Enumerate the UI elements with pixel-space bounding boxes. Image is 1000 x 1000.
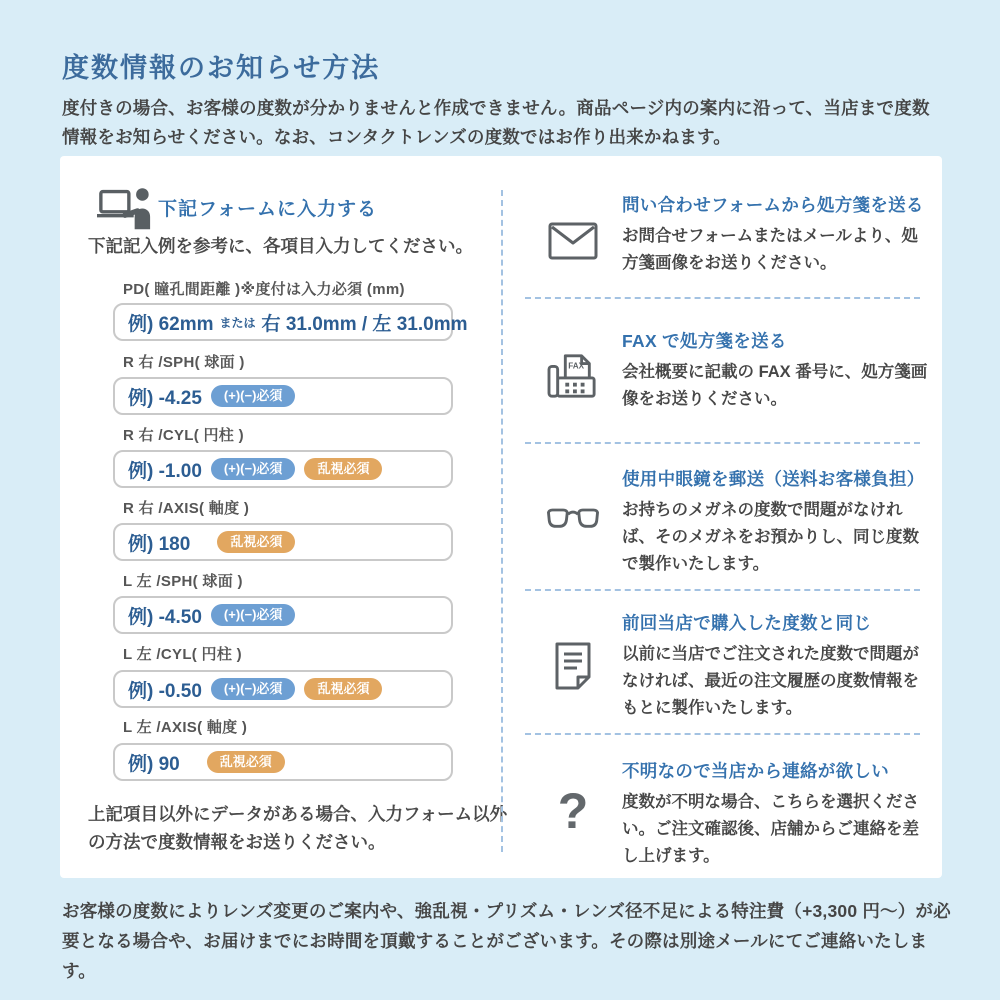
l-cyl-input-example[interactable]: [113, 670, 453, 708]
fax-icon: [546, 352, 600, 400]
method-divider: [525, 297, 920, 299]
footer-note: お客様の度数によりレンズ変更のご案内や、強乱視・プリズム・レンズ径不足による特注費（+3,300 円〜）が必要となる場合や、お届けまでにお時間を頂戴することがございます。その際は別途メールにてご連絡いたします。: [62, 901, 951, 981]
presenter-icon: [97, 186, 153, 230]
method-divider: [525, 442, 920, 444]
astigmatism-required-badge: 乱視必須: [207, 751, 285, 774]
method-text-mail-glasses: お持ちのメガネの度数で問題がなければ、そのメガネをお預かりし、同じ度数で製作いたします。: [622, 501, 919, 574]
column-divider: [501, 190, 503, 852]
example-connector: または: [219, 315, 256, 330]
method-title-mail-glasses: 使用中眼鏡を郵送（送料お客様負担）: [622, 469, 925, 489]
astigmatism-required-badge: 乱視必須: [217, 531, 295, 554]
form-section-subtext: 下記記入例を参考に、各項目入力してください。: [88, 236, 473, 256]
example-value: 例) 62mm: [128, 313, 214, 335]
field-label-r-axis: R 右 /AXIS( 軸度 ): [123, 500, 250, 517]
method-divider: [525, 733, 920, 735]
r-axis-input-example[interactable]: [113, 523, 453, 561]
example-value: 例) 90: [128, 753, 180, 775]
l-axis-input-example[interactable]: [113, 743, 453, 781]
l-sph-input-example[interactable]: [113, 596, 453, 634]
plus-minus-required-badge: (+)(−)必須: [211, 678, 296, 701]
example-value: 右 31.0mm / 左 31.0mm: [261, 313, 468, 335]
envelope-icon: [546, 222, 600, 260]
method-title-same-as-previous: 前回当店で購入した度数と同じ: [622, 613, 872, 633]
method-title-contact-form: 問い合わせフォームから処方箋を送る: [622, 195, 924, 215]
example-value: 例) -0.50: [128, 680, 202, 702]
plus-minus-required-badge: (+)(−)必須: [211, 385, 296, 408]
intro-text: 度付きの場合、お客様の度数が分かりませんと作成できません。商品ページ内の案内に沿って、当店まで度数情報をお知らせください。なお、コンタクトレンズの度数ではお作り出来かねます。: [62, 98, 930, 148]
svg-text:FAX: FAX: [568, 361, 585, 371]
example-value: 例) -4.50: [128, 606, 202, 628]
plus-minus-required-badge: (+)(−)必須: [211, 604, 296, 627]
astigmatism-required-badge: 乱視必須: [304, 678, 382, 701]
field-label-r-sph: R 右 /SPH( 球面 ): [123, 354, 245, 371]
method-title-unknown-contact: 不明なので当店から連絡が欲しい: [622, 761, 889, 781]
page-title: 度数情報のお知らせ方法: [62, 53, 381, 83]
plus-minus-required-badge: (+)(−)必須: [211, 458, 296, 481]
method-text-same-as-previous: 以前に当店でご注文された度数で問題がなければ、最近の注文履歴の度数情報をもとに製作いたします。: [622, 645, 919, 718]
method-text-contact-form: お問合せフォームまたはメールより、処方箋画像をお送りください。: [622, 227, 918, 273]
form-section-heading: 下記フォームに入力する: [158, 199, 378, 220]
field-label-l-cyl: L 左 /CYL( 円柱 ): [123, 646, 242, 663]
question-icon: ?: [557, 783, 589, 839]
example-value: 例) 180: [128, 533, 191, 555]
document-icon: [546, 642, 600, 690]
field-label-r-cyl: R 右 /CYL( 円柱 ): [123, 427, 244, 444]
form-note: 上記項目以外にデータがある場合、入力フォーム以外の方法で度数情報をお送りください。: [88, 804, 508, 852]
method-text-unknown-contact: 度数が不明な場合、こちらを選択ください。ご注文確認後、店舗からご連絡を差し上げます。: [622, 793, 919, 866]
method-title-fax: FAX で処方箋を送る: [622, 331, 787, 351]
field-label-l-sph: L 左 /SPH( 球面 ): [123, 573, 243, 590]
field-label-pd: PD( 瞳孔間距離 )※度付は入力必須 (mm): [123, 281, 405, 298]
example-value: 例) -1.00: [128, 460, 202, 482]
example-value: 例) -4.25: [128, 387, 202, 409]
r-sph-input-example[interactable]: [113, 377, 453, 415]
glasses-icon: [546, 505, 600, 533]
method-text-fax: 会社概要に記載の FAX 番号に、処方箋画像をお送りください。: [622, 363, 928, 409]
method-divider: [525, 589, 920, 591]
pd-input-example[interactable]: [113, 303, 468, 341]
field-label-l-axis: L 左 /AXIS( 軸度 ): [123, 719, 248, 736]
astigmatism-required-badge: 乱視必須: [304, 458, 382, 481]
r-cyl-input-example[interactable]: [113, 450, 453, 488]
